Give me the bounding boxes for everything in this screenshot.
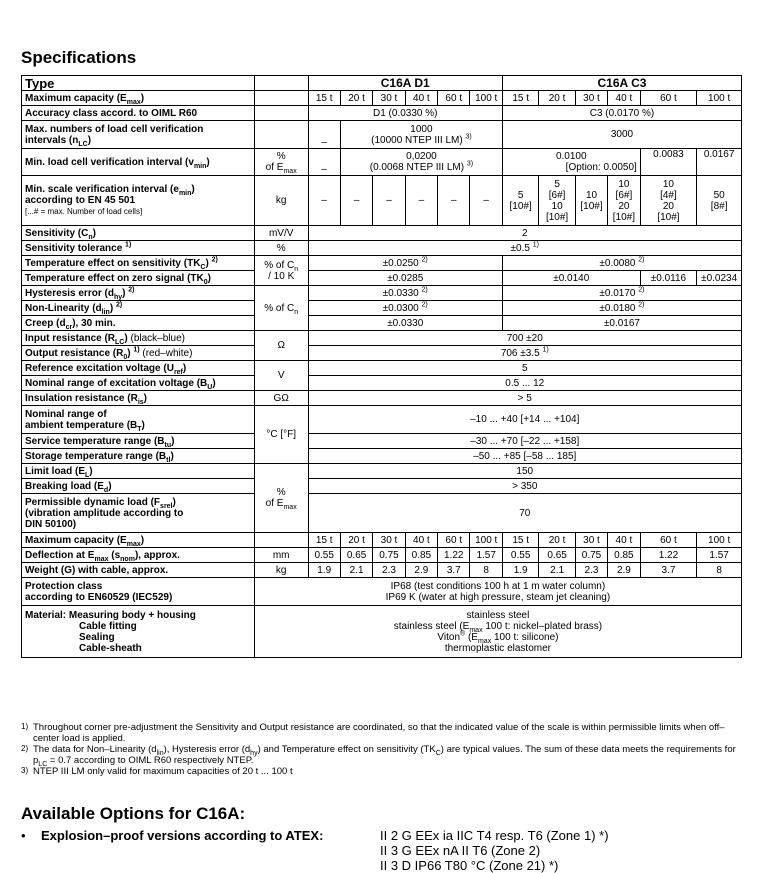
atex-values	[380, 828, 609, 873]
weight-cell: 2.3	[373, 563, 405, 578]
deflection-cell: 1.57	[697, 548, 742, 563]
max-capacity-label: Maximum capacity $(E_{max})$	[22, 91, 255, 106]
deflection-cell: 0.65	[340, 548, 372, 563]
deflection-cell: 0.55	[308, 548, 340, 563]
sensitivity-label: Sensitivity $(C_n)$	[22, 226, 255, 241]
capacity-cell: 100 t	[697, 533, 742, 548]
capacity-cell: 60 t	[438, 91, 470, 106]
linearity-row	[22, 301, 742, 316]
deflection-unit: mm	[254, 548, 308, 563]
deflection-cell: 0.85	[608, 548, 640, 563]
linearity-d1: ±0.0300 $^{2)}$	[308, 301, 502, 316]
weight-unit: kg	[254, 563, 308, 578]
vmin-unit: % of $E_{max}$	[254, 149, 308, 176]
emin-unit: kg	[254, 176, 308, 226]
accuracy-d1: D1 (0.0330 %)	[308, 106, 502, 121]
capacity-cell: 20 t	[539, 533, 575, 548]
capacity-cell: 100 t	[470, 91, 502, 106]
capacity-cell: 30 t	[575, 91, 607, 106]
max-capacity-label-2: Maximum capacity $(E_{max})$	[22, 533, 255, 548]
uref-label: Reference excitation voltage $(U_{ref})$	[22, 361, 255, 376]
tkc-unit: % of $C_n$ / 10 K	[254, 256, 308, 286]
input-resistance-value: 700 ±20	[308, 331, 741, 346]
emin-row	[22, 176, 742, 226]
limit-load-value: 150	[308, 464, 741, 479]
atex-value-1: II 2 G EEx ia IIC T4 resp. T6 (Zone 1) *)	[380, 828, 609, 843]
material-row	[22, 606, 742, 658]
material-value: stainless steel stainless steel ($E_{max}$ 100 t: nickel–plated brass) Viton® ($E_{max}$ 100 t: silicone) thermoplastic elastomer	[254, 606, 741, 658]
btu-row	[22, 434, 742, 449]
breaking-load-label: Breaking load $(E_d)$	[22, 479, 255, 494]
ohm-unit: Ω	[254, 331, 308, 361]
weight-cell: 2.1	[340, 563, 372, 578]
sens-tol-unit: %	[254, 241, 308, 256]
weight-label: Weight (G) with cable, approx.	[22, 563, 255, 578]
tk0-label: Temperature effect on zero signal $(TK_0)$	[22, 271, 255, 286]
capacity-cell: 40 t	[608, 533, 640, 548]
nlc-label: Max. numbers of load cell verification intervals $(n_{LC})$	[22, 121, 255, 149]
emin-dash: –	[308, 176, 340, 226]
capacity-cell: 40 t	[405, 533, 437, 548]
accuracy-c3: C3 (0.0170 %)	[502, 106, 741, 121]
tk0-c3-b: ±0.0116	[640, 271, 697, 286]
sens-tol-label: Sensitivity tolerance $^{1)}$	[22, 241, 255, 256]
tkc-label: Temperature effect on sensitivity $(TK_C)$ $^{2)}$	[22, 256, 255, 271]
linearity-label: Non-Linearity $(d_{lin})$ $^{2)}$	[22, 301, 255, 316]
footnote-2: 2) The data for Non–Linearity $(d_{lin})$, Hysteresis error $(d_{hy})$ and Temperature effect on sensitivity $(TK_C)$ are typical values. The sum of these data meets the requirements for $p_{LC} = 0.7$ according to OIML R60 respectively NTEP.	[21, 744, 736, 768]
uref-row	[22, 361, 742, 376]
insulation-unit: GΩ	[254, 391, 308, 406]
vmin-label: Min. load cell verification interval $(v_{min})$	[22, 149, 255, 176]
deflection-cell: 0.75	[373, 548, 405, 563]
bu-value: 0.5 ... 12	[308, 376, 741, 391]
nlc-c3: 3000	[502, 121, 741, 149]
sensitivity-row	[22, 226, 742, 241]
options-title: Available Options for C16A:	[21, 804, 246, 823]
vmin-row	[22, 149, 742, 176]
tk0-c3-c: ±0.0234	[697, 271, 742, 286]
deflection-cell: 0.85	[405, 548, 437, 563]
material-label: Material: Measuring body + housing Cable fitting Sealing Cable-sheath	[22, 606, 255, 658]
dynamic-load-row	[22, 494, 742, 533]
emin-dash: –	[438, 176, 470, 226]
max-capacity-row	[22, 91, 742, 106]
accuracy-row	[22, 106, 742, 121]
weight-row	[22, 563, 742, 578]
nlc-row	[22, 121, 742, 149]
deflection-label: Deflection at $E_{max}$ $(s_{nom})$, approx.	[22, 548, 255, 563]
type-label: Type	[22, 76, 255, 91]
hysteresis-unit: % of $C_n$	[254, 286, 308, 331]
weight-cell: 1.9	[308, 563, 340, 578]
type-row	[22, 76, 742, 91]
emin-c3-cell: 5 [10#]	[502, 176, 538, 226]
load-unit: % of $E_{max}$	[254, 464, 308, 533]
emin-dash: –	[340, 176, 372, 226]
footnote-3: 3) NTEP III LM only valid for maximum capacities of 20 t ... 100 t	[21, 766, 293, 777]
creep-row	[22, 316, 742, 331]
capacity-cell: 100 t	[697, 91, 742, 106]
capacity-cell: 20 t	[539, 91, 575, 106]
volt-unit: V	[254, 361, 308, 391]
creep-c3: ±0.0167	[502, 316, 741, 331]
dynamic-load-label: Permissible dynamic load $(F_{srel})$ (vibration amplitude according to DIN 50100)	[22, 494, 255, 533]
max-capacity-row-2	[22, 533, 742, 548]
bu-label: Nominal range of excitation voltage $(B_U)$	[22, 376, 255, 391]
weight-cell: 2.1	[539, 563, 575, 578]
accuracy-label: Accuracy class accord. to OIML R60	[22, 106, 255, 121]
capacity-cell: 60 t	[640, 91, 697, 106]
capacity-cell: 20 t	[340, 91, 372, 106]
deflection-cell: 1.57	[470, 548, 502, 563]
capacity-cell: 20 t	[340, 533, 372, 548]
btu-value: –30 ... +70 [–22 ... +158]	[308, 434, 741, 449]
model-c3-header: C16A C3	[502, 76, 741, 91]
limit-load-row	[22, 464, 742, 479]
capacity-cell: 15 t	[308, 91, 340, 106]
capacity-cell: 30 t	[373, 533, 405, 548]
hysteresis-c3: ±0.0170 $^{2)}$	[502, 286, 741, 301]
emin-dash: –	[405, 176, 437, 226]
emin-c3-cell: 10 [10#]	[575, 176, 607, 226]
capacity-cell: 40 t	[608, 91, 640, 106]
vmin-c3-b: 0.0083	[640, 149, 697, 176]
tk0-row	[22, 271, 742, 286]
deflection-cell: 0.75	[575, 548, 607, 563]
sens-tol-row	[22, 241, 742, 256]
insulation-row	[22, 391, 742, 406]
capacity-cell: 40 t	[405, 91, 437, 106]
weight-cell: 3.7	[640, 563, 697, 578]
emin-dash: –	[373, 176, 405, 226]
weight-cell: 1.9	[502, 563, 538, 578]
insulation-label: Insulation resistance $(R_{is})$	[22, 391, 255, 406]
sens-tol-value: ±0.5 $^{1)}$	[308, 241, 741, 256]
capacity-cell: 60 t	[438, 533, 470, 548]
weight-cell: 2.9	[405, 563, 437, 578]
weight-cell: 8	[697, 563, 742, 578]
capacity-cell: 30 t	[575, 533, 607, 548]
output-resistance-value: 706 ±3.5 $^{1)}$	[308, 346, 741, 361]
btl-row	[22, 449, 742, 464]
creep-d1: ±0.0330	[308, 316, 502, 331]
bt-value: –10 ... +40 [+14 ... +104]	[308, 406, 741, 434]
tk0-c3-a: ±0.0140	[502, 271, 640, 286]
dynamic-load-value: 70	[308, 494, 741, 533]
emin-label: Min. scale verification interval $(e_{min})$ according to EN 45 501 [...# = max. Number of load cells]	[22, 176, 255, 226]
hysteresis-label: Hysteresis error $(d_{hy})$ $^{2)}$	[22, 286, 255, 301]
input-resistance-label: Input resistance $(R_{LC})$ (black–blue)	[22, 331, 255, 346]
capacity-cell: 30 t	[373, 91, 405, 106]
temp-unit: °C [°F]	[254, 406, 308, 464]
weight-cell: 3.7	[438, 563, 470, 578]
weight-cell: 2.9	[608, 563, 640, 578]
capacity-cell: 15 t	[308, 533, 340, 548]
insulation-value: > 5	[308, 391, 741, 406]
sensitivity-value: 2	[308, 226, 741, 241]
atex-label: Explosion–proof versions according to ATEX:	[41, 828, 324, 843]
hysteresis-d1: ±0.0330 $^{2)}$	[308, 286, 502, 301]
footnote-1: 1) Throughout corner pre-adjustment the Sensitivity and Output resistance are coordinated, so that the indicated value of the scale is within permissible limits when off–center load is applied.	[21, 722, 725, 744]
hysteresis-row	[22, 286, 742, 301]
model-d1-header: C16A D1	[308, 76, 502, 91]
atex-value-2: II 3 G EEx nA II T6 (Zone 2)	[380, 843, 541, 858]
creep-label: Creep $(d_{cr})$, 30 min.	[22, 316, 255, 331]
input-resistance-row	[22, 331, 742, 346]
protection-row	[22, 578, 742, 606]
page-title: Specifications	[21, 48, 137, 67]
vmin-d1: 0,0200 (0.0068 NTEP III LM) $^{3)}$	[340, 149, 502, 176]
breaking-load-row	[22, 479, 742, 494]
vmin-dash: –	[308, 149, 340, 176]
bu-row	[22, 376, 742, 391]
uref-value: 5	[308, 361, 741, 376]
breaking-load-value: > 350	[308, 479, 741, 494]
output-resistance-row	[22, 346, 742, 361]
deflection-cell: 1.22	[640, 548, 697, 563]
capacity-cell: 100 t	[470, 533, 502, 548]
emin-c3-cell: 50 [8#]	[697, 176, 742, 226]
linearity-c3: ±0.0180 $^{2)}$	[502, 301, 741, 316]
output-resistance-label: Output resistance $(R_0)$ $^{1)}$ (red–white)	[22, 346, 255, 361]
weight-cell: 8	[470, 563, 502, 578]
nlc-d1: 1000 (10000 NTEP III LM) $^{3)}$	[340, 121, 502, 149]
emin-c3-cell: 10 [4#] 20 [10#]	[640, 176, 697, 226]
capacity-cell: 60 t	[640, 533, 697, 548]
tkc-row	[22, 256, 742, 271]
atex-value-3: II 3 D IP66 T80 °C (Zone 21) *)	[380, 858, 559, 873]
tkc-d1: ±0.0250 $^{2)}$	[308, 256, 502, 271]
nlc-dash: –	[308, 121, 340, 149]
capacity-cell: 15 t	[502, 533, 538, 548]
bt-row	[22, 406, 742, 434]
vmin-c3-a: 0.0100 [Option: 0.0050]	[502, 149, 640, 176]
emin-dash: –	[470, 176, 502, 226]
capacity-cell: 15 t	[502, 91, 538, 106]
deflection-cell: 0.65	[539, 548, 575, 563]
protection-label: Protection class according to EN60529 (IEC529)	[22, 578, 255, 606]
emin-c3-cell: 5 [6#] 10 [10#]	[539, 176, 575, 226]
bt-label: Nominal range of ambient temperature $(B_T)$	[22, 406, 255, 434]
limit-load-label: Limit load $(E_L)$	[22, 464, 255, 479]
specifications-table	[21, 75, 742, 658]
bullet: •	[21, 828, 26, 843]
tk0-d1: ±0.0285	[308, 271, 502, 286]
btu-label: Service temperature range $(B_{tu})$	[22, 434, 255, 449]
vmin-c3-c: 0.0167	[697, 149, 742, 176]
btl-value: –50 ... +85 [–58 ... 185]	[308, 449, 741, 464]
tkc-c3: ±0.0080 $^{2)}$	[502, 256, 741, 271]
protection-value: IP68 (test conditions 100 h at 1 m water column) IP69 K (water at high pressure, steam jet cleaning)	[254, 578, 741, 606]
btl-label: Storage temperature range $(B_{tl})$	[22, 449, 255, 464]
deflection-cell: 0.55	[502, 548, 538, 563]
deflection-row	[22, 548, 742, 563]
weight-cell: 2.3	[575, 563, 607, 578]
deflection-cell: 1.22	[438, 548, 470, 563]
sensitivity-unit: mV/V	[254, 226, 308, 241]
emin-c3-cell: 10 [6#] 20 [10#]	[608, 176, 640, 226]
footnotes	[21, 722, 746, 777]
